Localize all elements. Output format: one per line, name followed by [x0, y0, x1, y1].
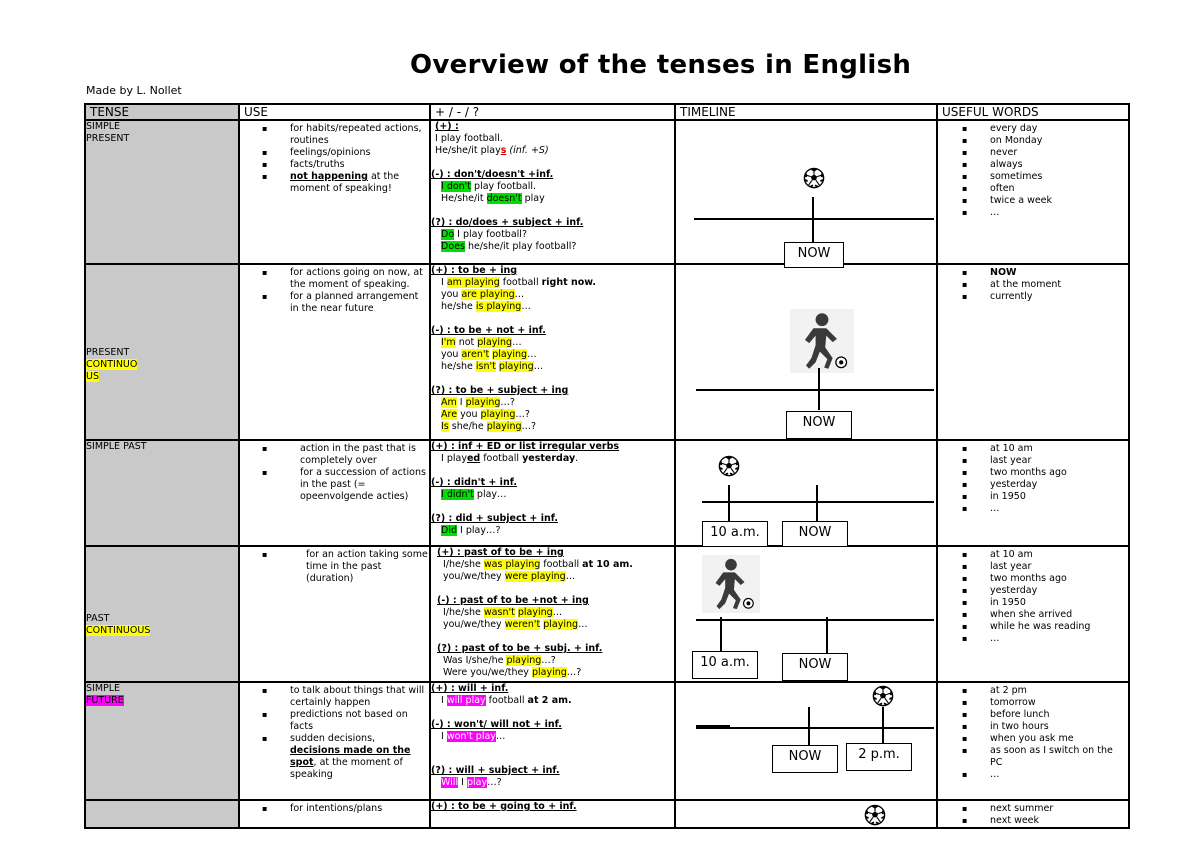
timeline-axis: [694, 218, 934, 220]
list-item: ▪ currently: [938, 291, 1128, 303]
row-past-continuous: [85, 546, 1129, 682]
list-item: ▪ in 1950: [938, 597, 1128, 609]
timeline-marker: [882, 707, 884, 745]
list-item: ▪ two months ago: [938, 467, 1128, 479]
list-item: ▪ for habits/repeated actions, routines: [240, 123, 429, 147]
list-item: ▪ at 10 am: [938, 443, 1128, 455]
list-item: ▪ …: [938, 207, 1128, 219]
list-item: ▪ two months ago: [938, 573, 1128, 585]
author-credit: Made by L. Nollet: [86, 84, 182, 97]
tense-simple-present: SIMPLE PRESENT: [85, 120, 239, 264]
tense-simple-future: SIMPLE FUTURE: [85, 682, 239, 800]
list-item: ▪ for a planned arrangement in the near future: [240, 291, 429, 315]
timeline-marker: [826, 617, 828, 653]
use-simple-future: [239, 682, 430, 800]
soccer-ball-icon: [803, 167, 825, 189]
row-simple-past: [85, 440, 1129, 546]
use-past-continuous: [239, 546, 430, 682]
list-item: ▪ not happening at the moment of speaking!: [240, 171, 429, 195]
now-label: NOW: [782, 521, 848, 547]
list-item: ▪ every day: [938, 123, 1128, 135]
list-item: ▪ next week: [938, 815, 1128, 827]
use-simple-present: [239, 120, 430, 264]
tense-present-continuous: PRESENT CONTINUO US: [85, 264, 239, 440]
list-item: ▪ for an action taking some time in the past (duration): [240, 549, 429, 585]
list-item: ▪ at 2 pm: [938, 685, 1128, 697]
soccer-ball-icon: [718, 455, 740, 477]
timeline-going-to: [675, 800, 937, 828]
list-item: ▪ …: [938, 633, 1128, 645]
header-row: [85, 104, 1129, 120]
useful-simple-future: [937, 682, 1129, 800]
tense-past-continuous: PAST CONTINUOUS: [85, 546, 239, 682]
header-use: USE: [239, 104, 430, 120]
timeline-axis: [696, 619, 934, 621]
list-item: ▪ NOW: [938, 267, 1128, 279]
tenses-table: [84, 103, 1130, 829]
soccer-player-icon: [790, 309, 854, 373]
list-item: ▪ feelings/opinions: [240, 147, 429, 159]
row-simple-future: [85, 682, 1129, 800]
list-item: ▪ …: [938, 769, 1128, 781]
header-tense: TENSE: [85, 104, 239, 120]
timeline-simple-past: [675, 440, 937, 546]
row-going-to: [85, 800, 1129, 828]
list-item: ▪ while he was reading: [938, 621, 1128, 633]
header-timeline: TIMELINE: [675, 104, 937, 120]
timeline-axis: [702, 501, 934, 503]
list-item: ▪ facts/truths: [240, 159, 429, 171]
now-label: NOW: [784, 242, 844, 268]
forms-simple-past: (+) : inf + ED or list irregular verbs I played football yesterday. (-) : didn't + inf. I didn't play… (?) : did + subject + inf. Did I play…?: [430, 440, 675, 546]
useful-past-continuous: [937, 546, 1129, 682]
useful-simple-past: [937, 440, 1129, 546]
list-item: ▪ action in the past that is completely over: [240, 443, 429, 467]
list-item: ▪ sometimes: [938, 171, 1128, 183]
soccer-ball-icon: [864, 804, 886, 826]
forms-simple-future: (+) : will + inf. I will play football at 2 am. (-) : won't/ will not + inf. I won't play… (?) : will + subject + inf. Will I play…?: [430, 682, 675, 800]
list-item: ▪ yesterday: [938, 479, 1128, 491]
list-item: ▪ on Monday: [938, 135, 1128, 147]
list-item: ▪ tomorrow: [938, 697, 1128, 709]
list-item: ▪ …: [938, 503, 1128, 515]
list-item: ▪ next summer: [938, 803, 1128, 815]
list-item: ▪ before lunch: [938, 709, 1128, 721]
soccer-ball-icon: [872, 685, 894, 707]
forms-present-continuous: (+) : to be + ing I am playing football right now. you are playing… he/she is playing… (-) : to be + not + inf. I'm not playing… you aren't playing… he/she isn't playing… (?) : to be + subject + ing Am I playing…? Are you playing…? Is she/he playing…?: [430, 264, 675, 440]
timeline-past-continuous: [675, 546, 937, 682]
list-item: ▪ when she arrived: [938, 609, 1128, 621]
list-item: ▪ at 10 am: [938, 549, 1128, 561]
header-useful-words: USEFUL WORDS: [937, 104, 1129, 120]
timeline-marker: [808, 707, 810, 745]
list-item: ▪ twice a week: [938, 195, 1128, 207]
header-forms: + / - / ?: [430, 104, 675, 120]
time-label: 10 a.m.: [702, 521, 768, 547]
list-item: ▪ yesterday: [938, 585, 1128, 597]
list-item: ▪ as soon as I switch on the PC: [938, 745, 1128, 769]
list-item: ▪ always: [938, 159, 1128, 171]
timeline-axis: [696, 727, 934, 729]
now-label: NOW: [782, 653, 848, 681]
list-item: ▪ in two hours: [938, 721, 1128, 733]
use-simple-past: [239, 440, 430, 546]
tense-going-to: [85, 800, 239, 828]
list-item: ▪ never: [938, 147, 1128, 159]
list-item: ▪ for intentions/plans: [240, 803, 429, 815]
list-item: ▪ when you ask me: [938, 733, 1128, 745]
timeline-simple-future: [675, 682, 937, 800]
timeline-marker: [812, 197, 814, 243]
row-present-continuous: [85, 264, 1129, 440]
list-item: ▪ last year: [938, 455, 1128, 467]
list-item: ▪ sudden decisions, decisions made on the spot, at the moment of speaking: [240, 733, 429, 781]
timeline-marker: [728, 485, 730, 521]
now-label: NOW: [786, 411, 852, 439]
timeline-marker: [816, 485, 818, 521]
forms-simple-present: (+) : I play football. He/she/it plays (inf. +S) (-) : don't/doesn't +inf. I don't play football. He/she/it doesn't play (?) : do/does + subject + inf. Do I play football? Does he/she/it play football?: [430, 120, 675, 264]
forms-going-to: (+) : to be + going to + inf.: [430, 800, 675, 828]
list-item: ▪ for a succession of actions in the past (= opeenvolgende acties): [240, 467, 429, 503]
forms-past-continuous: (+) : past of to be + ing I/he/she was playing football at 10 am. you/we/they were playing… (-) : past of to be +not + ing I/he/she wasn't playing… you/we/they weren't playing… (?) : past of to be + subj. + inf. Was I/she/he playing…? Were you/we/they playing…?: [430, 546, 675, 682]
use-going-to: [239, 800, 430, 828]
list-item: ▪ last year: [938, 561, 1128, 573]
tense-simple-past: SIMPLE PAST: [85, 440, 239, 546]
list-item: ▪ predictions not based on facts: [240, 709, 429, 733]
timeline-present-continuous: [675, 264, 937, 440]
use-present-continuous: [239, 264, 430, 440]
useful-going-to: [937, 800, 1129, 828]
timeline-simple-present: [675, 120, 937, 264]
useful-simple-present: [937, 120, 1129, 264]
soccer-player-icon: [702, 555, 760, 613]
timeline-axis: [696, 389, 934, 391]
useful-present-continuous: [937, 264, 1129, 440]
row-simple-present: [85, 120, 1129, 264]
list-item: ▪ for actions going on now, at the moment of speaking.: [240, 267, 429, 291]
list-item: ▪ to talk about things that will certainly happen: [240, 685, 429, 709]
time-label: 10 a.m.: [692, 651, 758, 679]
page-title: Overview of the tenses in English: [410, 50, 912, 80]
list-item: ▪ in 1950: [938, 491, 1128, 503]
now-label: NOW: [772, 745, 838, 773]
timeline-marker: [720, 617, 722, 653]
list-item: ▪ often: [938, 183, 1128, 195]
time-label: 2 p.m.: [846, 743, 912, 771]
list-item: ▪ at the moment: [938, 279, 1128, 291]
